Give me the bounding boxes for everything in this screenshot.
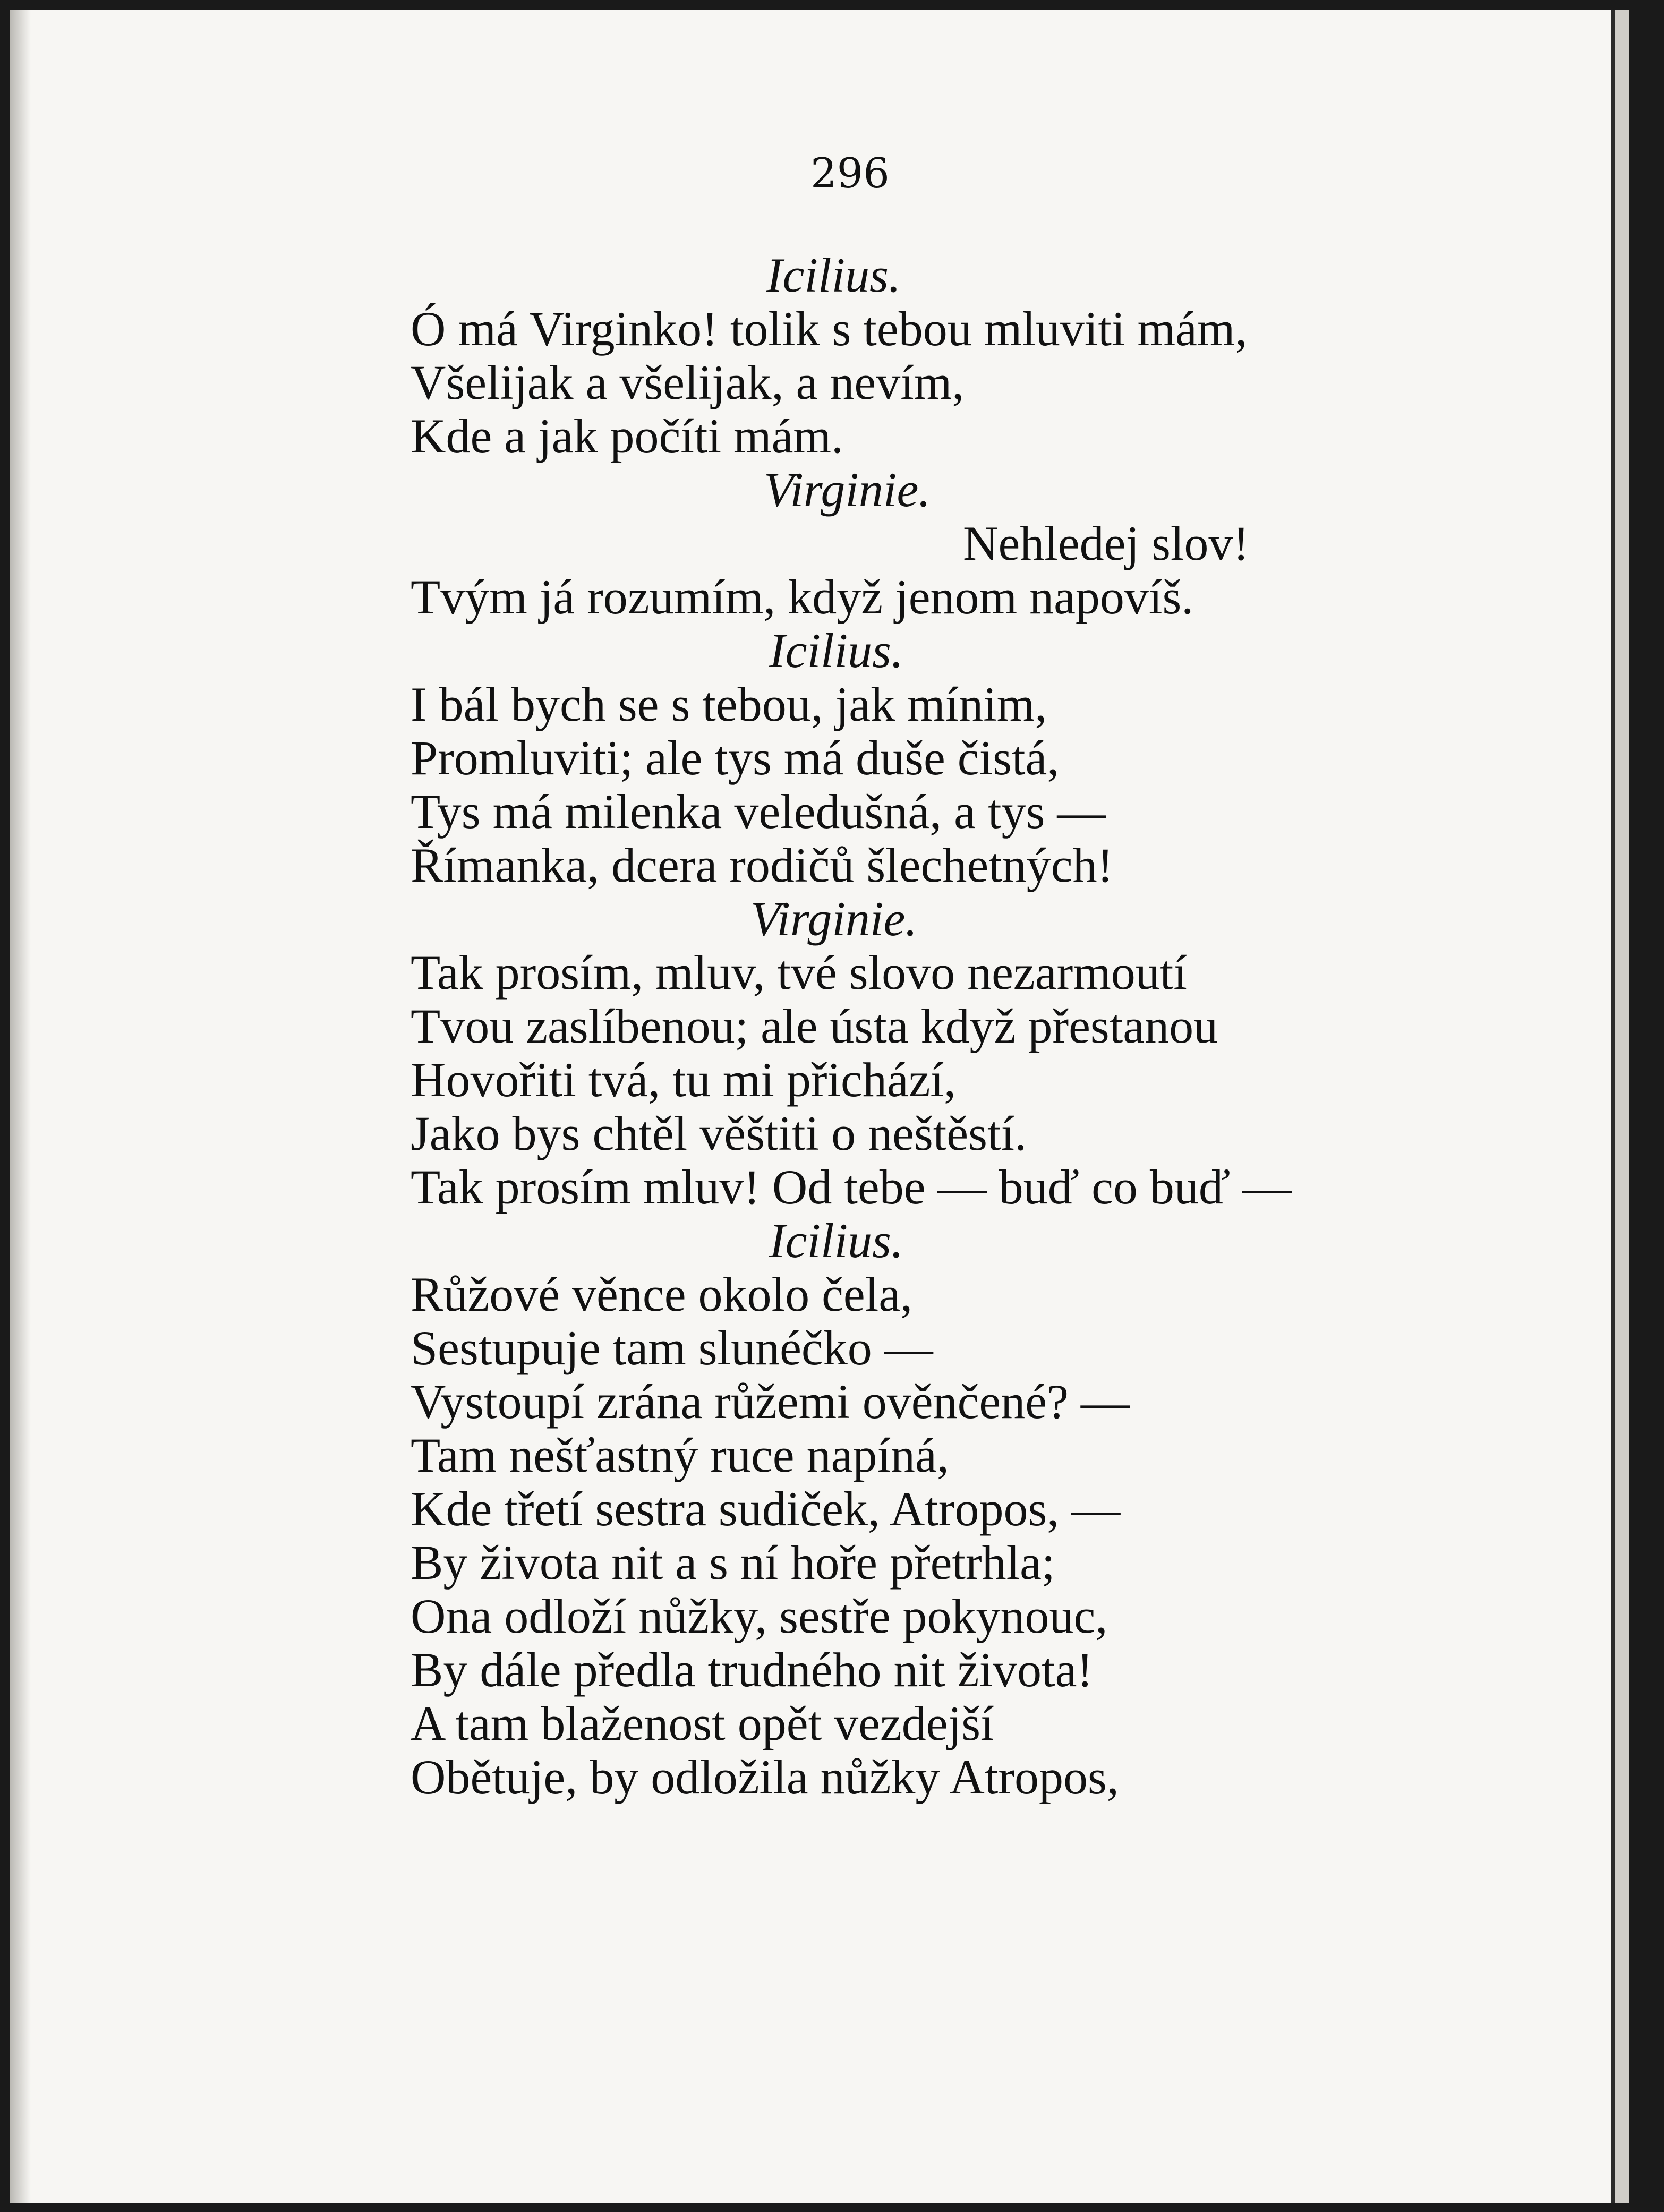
verse-line: Obětuje, by odložila nůžky Atropos, bbox=[411, 1750, 1119, 1804]
verse-line: Kde a jak počíti mám. bbox=[411, 409, 843, 463]
verse-line: Sestupuje tam slunéčko — bbox=[411, 1321, 933, 1375]
verse-line: By života nit a s ní hoře přetrhla; bbox=[411, 1535, 1055, 1590]
verse-line: Hovořiti tvá, tu mi přichází, bbox=[411, 1053, 957, 1107]
verse-line: Tvou zaslíbenou; ale ústa když přestanou bbox=[411, 999, 1218, 1053]
verse-line: Kde třetí sestra sudiček, Atropos, — bbox=[411, 1482, 1121, 1536]
verse-line: A tam blaženost opět vezdejší bbox=[411, 1696, 994, 1750]
speaker-heading: Virginie. bbox=[764, 463, 931, 517]
verse-line: I bál bych se s tebou, jak mínim, bbox=[411, 677, 1047, 731]
speaker-heading: Icilius. bbox=[766, 248, 901, 302]
book-page bbox=[10, 10, 1629, 2203]
poem-text bbox=[411, 249, 1526, 1804]
verse-line: Tvým já rozumím, když jenom napovíš. bbox=[411, 570, 1194, 624]
verse-line: Tak prosím mluv! Od tebe — buď co buď — bbox=[411, 1160, 1292, 1214]
verse-line: Vystoupí zrána růžemi ověnčené? — bbox=[411, 1374, 1130, 1429]
verse-line: Tak prosím, mluv, tvé slovo nezarmoutí bbox=[411, 945, 1187, 1000]
verse-line: Růžové věnce okolo čela, bbox=[411, 1267, 913, 1321]
verse-line: Tam nešťastný ruce napíná, bbox=[411, 1428, 949, 1482]
verse-line: Jako bys chtěl věštiti o neštěstí. bbox=[411, 1106, 1027, 1160]
verse-line: Všelijak a všelijak, a nevím, bbox=[411, 355, 965, 409]
page-number: 296 bbox=[810, 150, 890, 198]
page-gutter-shadow bbox=[10, 10, 31, 2203]
verse-line: Ó má Virginko! tolik s tebou mluviti mám, bbox=[411, 302, 1248, 356]
speaker-heading: Icilius. bbox=[769, 1214, 903, 1268]
verse-line: Tys má milenka veledušná, a tys — bbox=[411, 784, 1106, 839]
speaker-heading: Virginie. bbox=[750, 892, 918, 946]
verse-line: By dále předla trudného nit života! bbox=[411, 1643, 1094, 1697]
facing-page-edge bbox=[1611, 10, 1629, 2203]
verse-line: Ona odloží nůžky, sestře pokynouc, bbox=[411, 1589, 1108, 1643]
verse-line: Promluviti; ale tys má duše čistá, bbox=[411, 731, 1060, 785]
verse-line: Římanka, dcera rodičů šlechetných! bbox=[411, 838, 1114, 892]
verse-line: Nehledej slov! bbox=[963, 516, 1250, 570]
speaker-heading: Icilius. bbox=[769, 624, 903, 678]
